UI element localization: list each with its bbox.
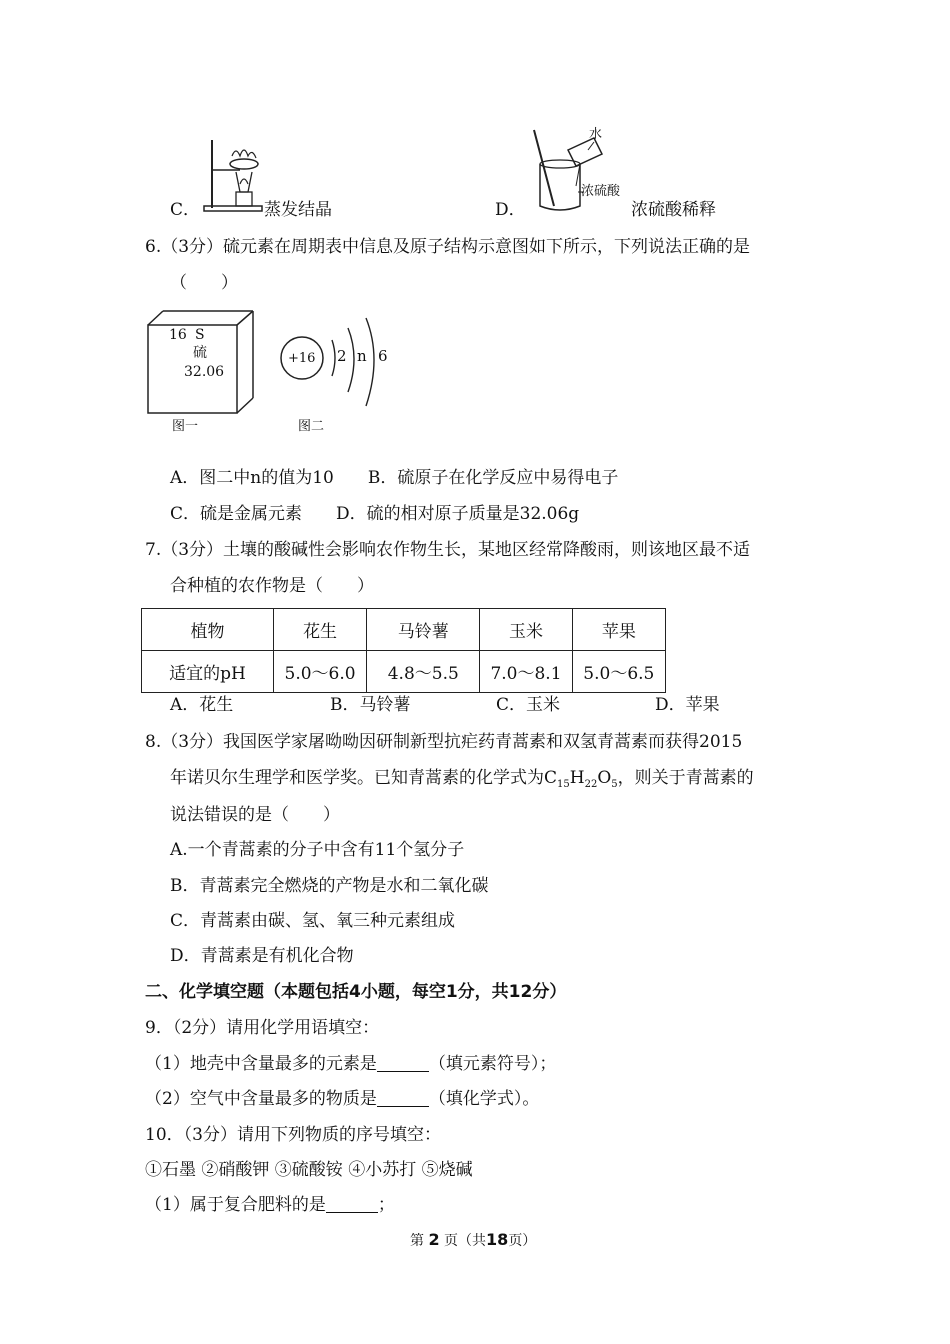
q5-option-d-caption: 浓硫酸稀释 bbox=[631, 200, 716, 220]
q7-option-a: A．花生 bbox=[170, 695, 234, 715]
q6-options-cd: C．硫是金属元素 D．硫的相对原子质量是32.06g bbox=[170, 504, 580, 524]
shell1-electrons: 2 bbox=[337, 347, 347, 365]
acid-dilution-figure bbox=[528, 124, 638, 216]
table-header-cell: 玉米 bbox=[480, 609, 572, 651]
ph-table bbox=[141, 608, 666, 693]
q8-option-b: B．青蒿素完全燃烧的产物是水和二氧化碳 bbox=[170, 876, 489, 896]
q8-stem-line1: 8.（3分）我国医学家屠呦呦因研制新型抗疟药青蒿素和双氢青蒿素而获得2015 bbox=[145, 732, 743, 752]
table-header-row bbox=[142, 609, 666, 651]
table-header-cell: 花生 bbox=[273, 609, 366, 651]
answer-blank[interactable] bbox=[377, 1054, 429, 1072]
q9-stem: 9．（2分）请用化学用语填空： bbox=[145, 1018, 380, 1038]
nucleus-charge: +16 bbox=[288, 351, 316, 366]
q8-stem-line2: 年诺贝尔生理学和医学奖。已知青蒿素的化学式为$C_{15}H_{22}O_5$，则关于青蒿素的 bbox=[170, 768, 754, 790]
q10-part1: （1）属于复合肥料的是 ； bbox=[145, 1195, 395, 1215]
figure-two-caption: 图二 bbox=[298, 419, 325, 434]
table-header-cell: 苹果 bbox=[572, 609, 665, 651]
q7-option-d: D．苹果 bbox=[655, 695, 720, 715]
shell3-electrons: 6 bbox=[378, 347, 388, 365]
element-name: 硫 bbox=[193, 345, 207, 361]
q10-stem: 10．（3分）请用下列物质的序号填空： bbox=[145, 1125, 441, 1145]
q10-substance-list: ①石墨 ②硝酸钾 ③硫酸铵 ④小苏打 ⑤烧碱 bbox=[145, 1160, 473, 1180]
element-mass: 32.06 bbox=[184, 364, 225, 380]
element-number: 16 bbox=[169, 327, 187, 343]
q8-option-a: A.一个青蒿素的分子中含有11个氢分子 bbox=[170, 840, 465, 860]
table-cell: 5.0～6.0 bbox=[273, 651, 366, 693]
answer-blank[interactable] bbox=[326, 1195, 378, 1213]
shell2-electrons: n bbox=[357, 347, 367, 365]
table-cell: 5.0～6.5 bbox=[572, 651, 665, 693]
q7-stem-line2: 合种植的农作物是（ ） bbox=[170, 576, 374, 596]
water-label: 水 bbox=[589, 127, 603, 142]
table-row bbox=[142, 651, 666, 693]
q5-option-c-letter: C． bbox=[170, 200, 201, 220]
table-header-cell: 植物 bbox=[142, 609, 274, 651]
q5-option-c-caption: 蒸发结晶 bbox=[264, 200, 332, 220]
page-footer: 第 2 页（共18页） bbox=[410, 1230, 537, 1249]
q6-options-ab: A．图二中n的值为10 B．硫原子在化学反应中易得电子 bbox=[170, 468, 619, 488]
answer-blank[interactable] bbox=[377, 1089, 429, 1107]
evaporation-apparatus-figure bbox=[200, 132, 270, 214]
table-header-cell: 马铃薯 bbox=[367, 609, 480, 651]
q7-option-b: B．马铃薯 bbox=[330, 695, 411, 715]
q8-stem-line3: 说法错误的是（ ） bbox=[170, 805, 340, 825]
q6-paren: （ ） bbox=[170, 273, 238, 293]
q9-part1: （1）地壳中含量最多的元素是 （填元素符号）； bbox=[145, 1054, 557, 1074]
q7-option-c: C．玉米 bbox=[496, 695, 561, 715]
q7-stem-line1: 7.（3分）土壤的酸碱性会影响农作物生长，某地区经常降酸雨，则该地区最不适 bbox=[145, 540, 751, 560]
q9-part2: （2）空气中含量最多的物质是 （填化学式）。 bbox=[145, 1089, 540, 1109]
q5-option-d-letter: D． bbox=[495, 200, 526, 220]
section-2-heading: 二、化学填空题（本题包括4小题，每空1分，共12分） bbox=[145, 982, 567, 1002]
table-cell: 适宜的pH bbox=[142, 651, 274, 693]
table-cell: 4.8～5.5 bbox=[367, 651, 480, 693]
element-symbol: S bbox=[195, 327, 205, 343]
table-cell: 7.0～8.1 bbox=[480, 651, 572, 693]
q8-option-d: D．青蒿素是有机化合物 bbox=[170, 946, 354, 966]
figure-one-caption: 图一 bbox=[172, 419, 199, 434]
q8-option-c: C．青蒿素由碳、氢、氧三种元素组成 bbox=[170, 911, 456, 931]
q6-stem: 6.（3分）硫元素在周期表中信息及原子结构示意图如下所示，下列说法正确的是 bbox=[145, 237, 751, 257]
conc-acid-label: 浓硫酸 bbox=[581, 184, 621, 199]
